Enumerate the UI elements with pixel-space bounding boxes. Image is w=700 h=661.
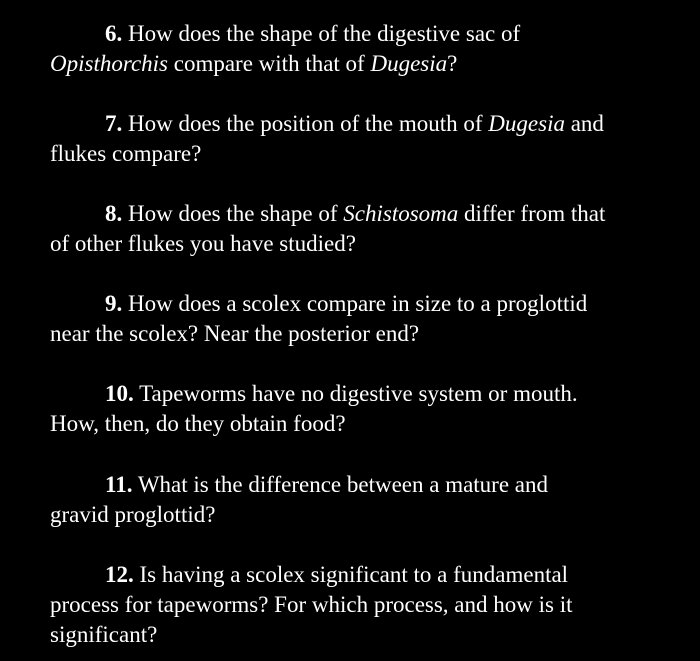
question-line <box>50 470 670 500</box>
question-line <box>50 19 670 49</box>
question-number: 10. <box>105 381 134 406</box>
question-text: flukes compare? <box>50 141 202 166</box>
question-text: How does the shape of <box>128 201 344 226</box>
italic-term: Dugesia <box>370 51 448 76</box>
question-number: 12. <box>105 562 134 587</box>
question-text: How, then, do they obtain food? <box>50 411 346 436</box>
question-number: 6. <box>105 21 123 46</box>
question-line <box>50 560 670 590</box>
question-7 <box>50 109 670 169</box>
question-text: ? <box>447 51 458 76</box>
question-line <box>50 139 670 169</box>
question-text: significant? <box>50 622 158 647</box>
question-text: compare with that of <box>168 51 371 76</box>
question-number: 7. <box>105 111 123 136</box>
question-line <box>50 49 670 79</box>
question-text: How does a scolex compare in size to a proglottid <box>128 291 588 316</box>
question-text: Tapeworms have no digestive system or mouth. <box>139 381 578 406</box>
question-text: Is having a scolex significant to a fundamental <box>139 562 569 587</box>
question-line <box>50 409 670 439</box>
question-number: 8. <box>105 201 123 226</box>
question-6 <box>50 19 670 79</box>
italic-term: Opisthorchis <box>50 51 168 76</box>
question-number: 11. <box>105 472 133 497</box>
question-line <box>50 319 670 349</box>
question-text: of other flukes you have studied? <box>50 231 356 256</box>
question-line <box>50 590 670 620</box>
question-9 <box>50 289 670 349</box>
question-line <box>50 500 670 530</box>
question-line <box>50 620 670 650</box>
question-text: gravid proglottid? <box>50 502 216 527</box>
question-line <box>50 109 670 139</box>
question-line <box>50 289 670 319</box>
italic-term: Schistosoma <box>343 201 459 226</box>
italic-term: Dugesia <box>488 111 565 136</box>
question-text: What is the difference between a mature and <box>137 472 549 497</box>
question-text: How does the shape of the digestive sac of <box>128 21 521 46</box>
question-line <box>50 379 670 409</box>
question-12 <box>50 560 670 650</box>
question-11 <box>50 470 670 530</box>
question-10 <box>50 379 670 439</box>
question-text: near the scolex? Near the posterior end? <box>50 321 420 346</box>
question-8 <box>50 199 670 259</box>
question-text: differ from that <box>458 201 606 226</box>
question-text: and <box>564 111 604 136</box>
question-number: 9. <box>105 291 123 316</box>
question-text: process for tapeworms? For which process, and how is it <box>50 592 573 617</box>
question-text: How does the position of the mouth of <box>128 111 489 136</box>
question-line <box>50 229 670 259</box>
question-line <box>50 199 670 229</box>
